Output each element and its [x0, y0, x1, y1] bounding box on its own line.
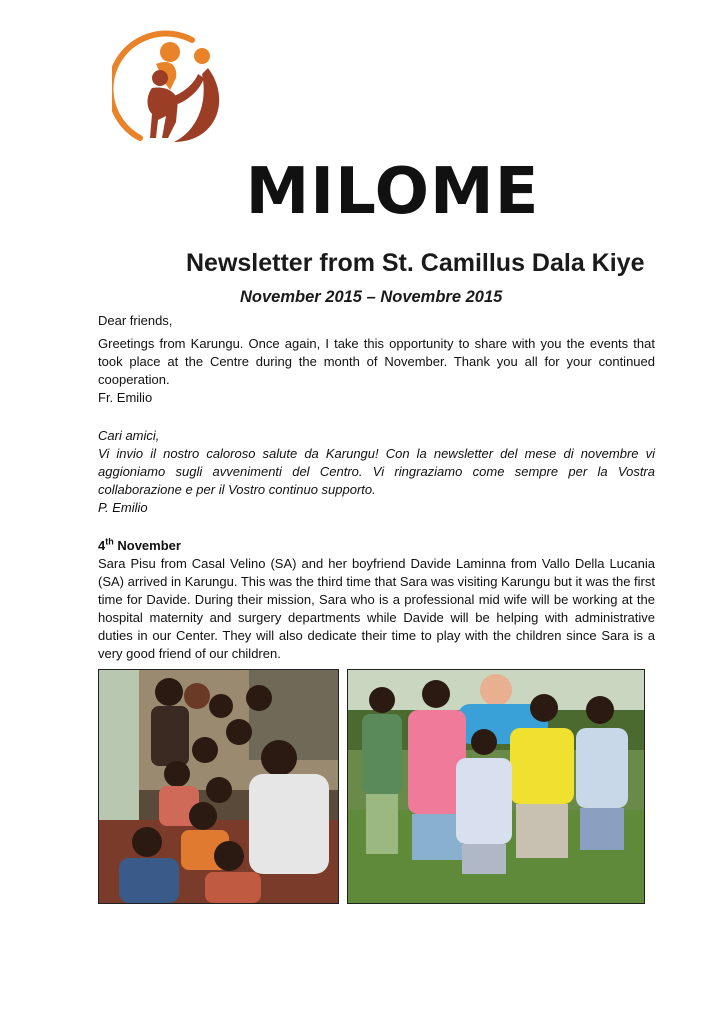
photo-row [98, 669, 655, 904]
italian-signature: P. Emilio [98, 500, 148, 515]
letter-body [98, 312, 655, 663]
english-paragraph: Greetings from Karungu. Once again, I take this opportunity to share with you the events that took place at the Centre during the month of November. Thank you all for your continued cooperation. [98, 336, 655, 387]
photo-group-children-indoor [98, 669, 339, 904]
italian-greeting: Cari amici, [98, 428, 160, 443]
children-indoor-photo-icon [99, 670, 338, 903]
entry-paragraph: Sara Pisu from Casal Velino (SA) and her boyfriend Davide Laminna from Vallo Della Lucania (SA) arrived in Karungu. This was the third time that Sara was visiting Karungu but it was the first time for Davide. During their mission, Sara who is a professional mid wife will be working at the hospital maternity and surgery departments while Davide will be helping with administrative duties in our Center. They will also dedicate their time to play with the children since Sara is a very good friend of our children. [98, 556, 655, 661]
photo-children-outdoor [347, 669, 645, 904]
entry-day-suffix: th [105, 536, 114, 547]
milome-logo-icon [112, 30, 230, 148]
entry-day: 4 [98, 538, 106, 553]
english-greeting: Dear friends, [98, 313, 173, 328]
children-outdoor-photo-icon [348, 670, 644, 903]
entry-month: November [117, 538, 181, 553]
italian-paragraph: Vi invio il nostro caloroso salute da Karungu! Con la newsletter del mese di novembre vi aggioniamo sugli avvenimenti del Centro. Vi ringraziamo come sempre per la Vostra collaborazione e per il Vostro continuo supporto. [98, 446, 655, 497]
english-signature: Fr. Emilio [98, 390, 153, 405]
entry-heading [98, 537, 655, 555]
brand-title: MILOME [245, 155, 540, 229]
newsletter-date: November 2015 – Novembre 2015 [240, 288, 503, 306]
newsletter-title: Newsletter from St. Camillus Dala Kiye [186, 249, 645, 277]
